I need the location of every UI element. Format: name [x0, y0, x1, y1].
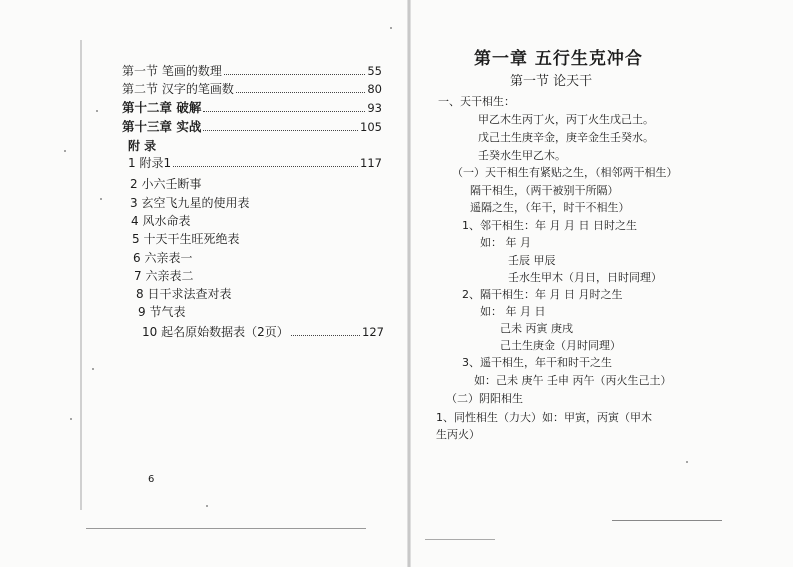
toc-page: 105: [360, 120, 382, 134]
body-line: （二）阴阳相生: [446, 392, 523, 405]
appendix-heading: 附 录: [128, 139, 157, 153]
toc-leader: [291, 335, 360, 336]
body-line: 甲乙木生丙丁火，丙丁火生戊己土。: [478, 113, 654, 126]
body-line: 1、邻干相生：年 月 月 日 日时之生: [462, 219, 637, 232]
toc-label: 第二节 汉字的笔画数: [122, 82, 234, 96]
section-title: 第一节 论天干: [510, 74, 593, 89]
scan-speck: [96, 110, 98, 112]
appendix-item: 4 风水命表: [131, 214, 191, 228]
toc-label: 10 起名原始数据表（2页）: [142, 325, 289, 339]
toc-page: 127: [362, 325, 384, 339]
toc-entry: [122, 101, 382, 115]
body-line: 生丙火）: [436, 428, 480, 441]
toc-label: 1 附录1: [128, 156, 172, 170]
toc-leader: [173, 166, 358, 167]
bottom-rule: [612, 520, 722, 521]
toc-entry: [122, 120, 382, 134]
body-line: 如： 年 月: [480, 236, 531, 249]
scan-speck: [686, 461, 688, 463]
body-line: 如：己未 庚午 壬申 丙午（丙火生己土）: [474, 374, 672, 387]
body-line: 己土生庚金（月时同理）: [500, 339, 621, 352]
toc-leader: [224, 74, 366, 75]
scan-speck: [390, 27, 392, 29]
appendix-item: 5 十天干生旺死绝表: [132, 232, 240, 246]
body-line: 3、遥干相生，年干和时干之生: [462, 356, 612, 369]
appendix-item: 7 六亲表二: [134, 269, 194, 283]
toc-page: 93: [367, 101, 382, 115]
appendix-item: 6 六亲表一: [133, 251, 193, 265]
appendix-item: 2 小六壬断事: [130, 177, 202, 191]
body-line: 隔干相生，（两干被别干所隔）: [470, 184, 619, 197]
page-folio: 6: [148, 474, 155, 485]
toc-entry: [122, 82, 382, 96]
page-edge: [80, 40, 82, 510]
toc-leader: [203, 130, 358, 131]
appendix-item: 3 玄空飞九星的使用表: [130, 196, 250, 210]
body-line: 2、隔干相生：年 月 日 月时之生: [462, 288, 623, 301]
toc-leader: [203, 111, 365, 112]
toc-page: 80: [367, 82, 382, 96]
book-gutter: [407, 0, 411, 567]
toc-label: 第一节 笔画的数理: [122, 64, 222, 78]
toc-page: 117: [360, 156, 382, 170]
scan-speck: [92, 368, 94, 370]
body-line: （一）天干相生有紧贴之生，（相邻两干相生）: [452, 166, 678, 179]
scan-speck: [70, 418, 72, 420]
toc-entry: [122, 64, 382, 78]
body-line: 壬辰 甲辰: [508, 254, 556, 267]
body-line: 一、天干相生：: [438, 95, 515, 108]
appendix-item: 9 节气表: [138, 305, 186, 319]
appendix-item: 8 日干求法查对表: [136, 287, 232, 301]
toc-entry: [128, 156, 382, 170]
toc-page: 55: [367, 64, 382, 78]
body-line: 1、同性相生（力大）如：甲寅，丙寅（甲木: [436, 411, 652, 424]
chapter-title: 第一章 五行生克冲合: [474, 49, 643, 69]
toc-leader: [236, 92, 366, 93]
body-line: 遥隔之生，（年干，时干不相生）: [470, 201, 630, 214]
scan-speck: [100, 198, 102, 200]
toc-label: 第十三章 实战: [122, 119, 202, 134]
scan-speck: [64, 150, 66, 152]
body-line: 戊己土生庚辛金，庚辛金生壬癸水。: [478, 131, 654, 144]
scan-speck: [206, 505, 208, 507]
bottom-rule: [425, 539, 495, 540]
body-line: 壬水生甲木（月日，日时同理）: [508, 271, 662, 284]
body-line: 如： 年 月 日: [480, 305, 546, 318]
body-line: 己未 丙寅 庚戌: [500, 322, 573, 335]
toc-entry: [142, 325, 384, 339]
bottom-rule: [86, 528, 366, 529]
toc-label: 第十二章 破解: [122, 100, 202, 115]
body-line: 壬癸水生甲乙木。: [478, 149, 566, 162]
